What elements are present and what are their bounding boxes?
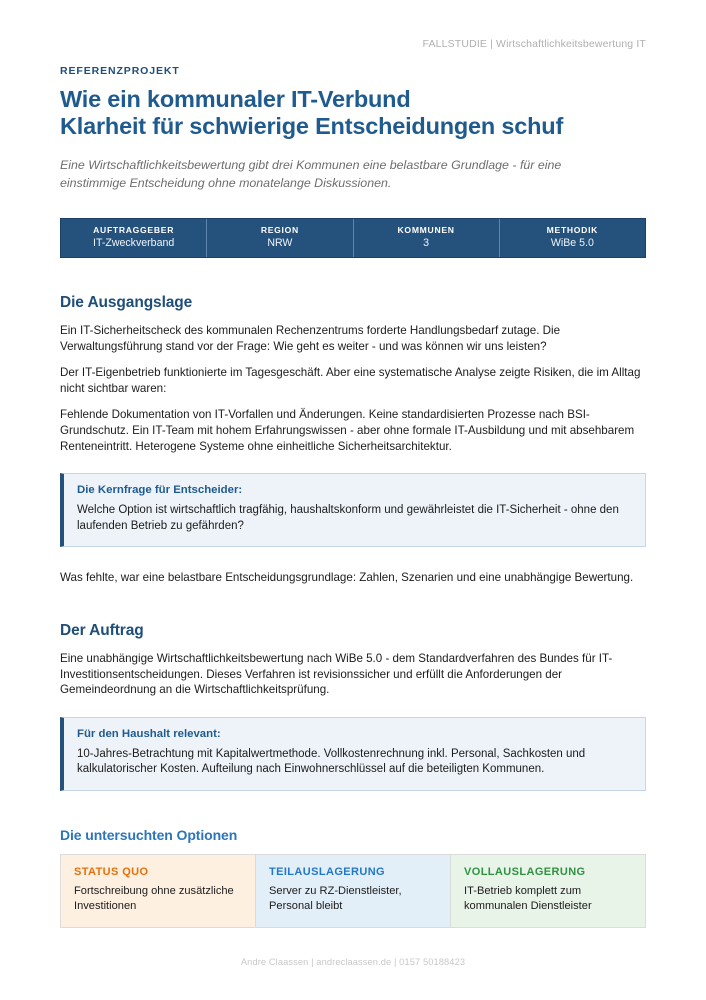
page-subtitle: Eine Wirtschaftlichkeitsbewertung gibt drei Kommunen eine belastbare Grundlage - für eine einstimmige Entscheidung ohne monatelange Diskussionen.: [60, 158, 562, 190]
spacer: [60, 547, 646, 570]
option-title: TEILAUSLAGERUNG: [269, 865, 385, 878]
eyebrow-label: REFERENZPROJEKT: [60, 65, 180, 77]
section-heading-auftrag: Der Auftrag: [60, 621, 144, 639]
fact-cell-region: [207, 219, 353, 257]
callout-title: Für den Haushalt relevant:: [77, 727, 221, 740]
options-grid: [60, 854, 646, 928]
fact-label: AUFTRAGGEBER: [93, 225, 175, 235]
fact-value: 3: [423, 237, 430, 249]
option-description: Fortschreibung ohne zusätzliche Investitionen: [74, 884, 234, 912]
fact-cell-auftraggeber: [61, 219, 207, 257]
fact-label: KOMMUNEN: [397, 225, 455, 235]
fact-value: IT-Zweckverband: [93, 237, 175, 249]
page-title-line-2: Klarheit für schwierige Entscheidungen schuf: [60, 113, 564, 139]
paragraph: Der IT-Eigenbetrieb funktionierte im Tagesgeschäft. Aber eine systematische Analyse zeigte Risiken, die im Alltag nicht sichtbar waren:: [60, 366, 641, 395]
running-head: FALLSTUDIE | Wirtschaftlichkeitsbewertung IT: [422, 38, 646, 50]
fact-label: METHODIK: [546, 225, 599, 235]
fact-value: NRW: [267, 237, 293, 249]
callout-kernfrage: [60, 473, 646, 547]
option-card-status-quo: [61, 855, 256, 927]
paragraph: Eine unabhängige Wirtschaftlichkeitsbewertung nach WiBe 5.0 - dem Standardverfahren des Bundes für IT-Investitionsentscheidungen. Dieses Verfahren ist revisionssicher und erfüllt die Anforderungen der Gemeindeordnung an die Wirtschaftlichkeitsprüfung.: [60, 651, 613, 697]
option-title: VOLLAUSLAGERUNG: [464, 865, 586, 878]
option-card-vollauslagerung: [451, 855, 645, 927]
callout-text: 10-Jahres-Betrachtung mit Kapitalwertmethode. Vollkostenrechnung inkl. Personal, Sachkosten und kalkulatorischer Kosten. Aufteilung nach Einwohnerschlüssel auf die beteiligten Kommunen.: [77, 747, 586, 776]
option-description: Server zu RZ-Dienstleister, Personal bleibt: [269, 884, 402, 912]
page-title-line-1: Wie ein kommunaler IT-Verbund: [60, 86, 411, 112]
fact-cell-kommunen: [354, 219, 500, 257]
callout-haushalt: [60, 717, 646, 791]
callout-text: Welche Option ist wirtschaftlich tragfähig, haushaltskonform und gewährleistet die IT-Sicherheit - ohne den laufenden Betrieb zu gefährden?: [77, 504, 619, 532]
paragraph: Fehlende Dokumentation von IT-Vorfallen und Änderungen. Keine standardisierten Prozesse nach BSI-Grundschutz. Ein IT-Team mit hohem Erfahrungswissen - aber ohne formale IT-Ausbildung und mit absehbarem Renteneintritt. Heterogene Systeme ohne einheitliche Sicherheitsarchitektur.: [60, 408, 635, 453]
section-heading-ausgangslage: Die Ausgangslage: [60, 294, 193, 311]
option-card-teilauslagerung: [256, 855, 451, 927]
page-footer: Andre Claassen | andreclaassen.de | 0157 50188423: [240, 957, 466, 967]
callout-title: Die Kernfrage für Entscheider:: [77, 484, 243, 497]
facts-bar: [60, 218, 646, 258]
fact-value: WiBe 5.0: [550, 237, 594, 249]
paragraph: Ein IT-Sicherheitscheck des kommunalen Rechenzentrums forderte Handlungsbedarf zutage. Die Verwaltungsführung stand vor der Frage: Wie geht es weiter - und was können wir uns leisten?: [60, 324, 561, 353]
fact-cell-methodik: [500, 219, 645, 257]
fact-label: REGION: [260, 225, 299, 235]
section-heading-optionen: Die untersuchten Optionen: [60, 826, 238, 843]
page-title: [60, 86, 646, 140]
option-description: IT-Betrieb komplett zum kommunalen Dienstleister: [464, 884, 592, 912]
option-title: STATUS QUO: [74, 865, 149, 878]
paragraph-closing: Was fehlte, war eine belastbare Entscheidungsgrundlage: Zahlen, Szenarien und eine unabhängige Bewertung.: [60, 571, 634, 585]
